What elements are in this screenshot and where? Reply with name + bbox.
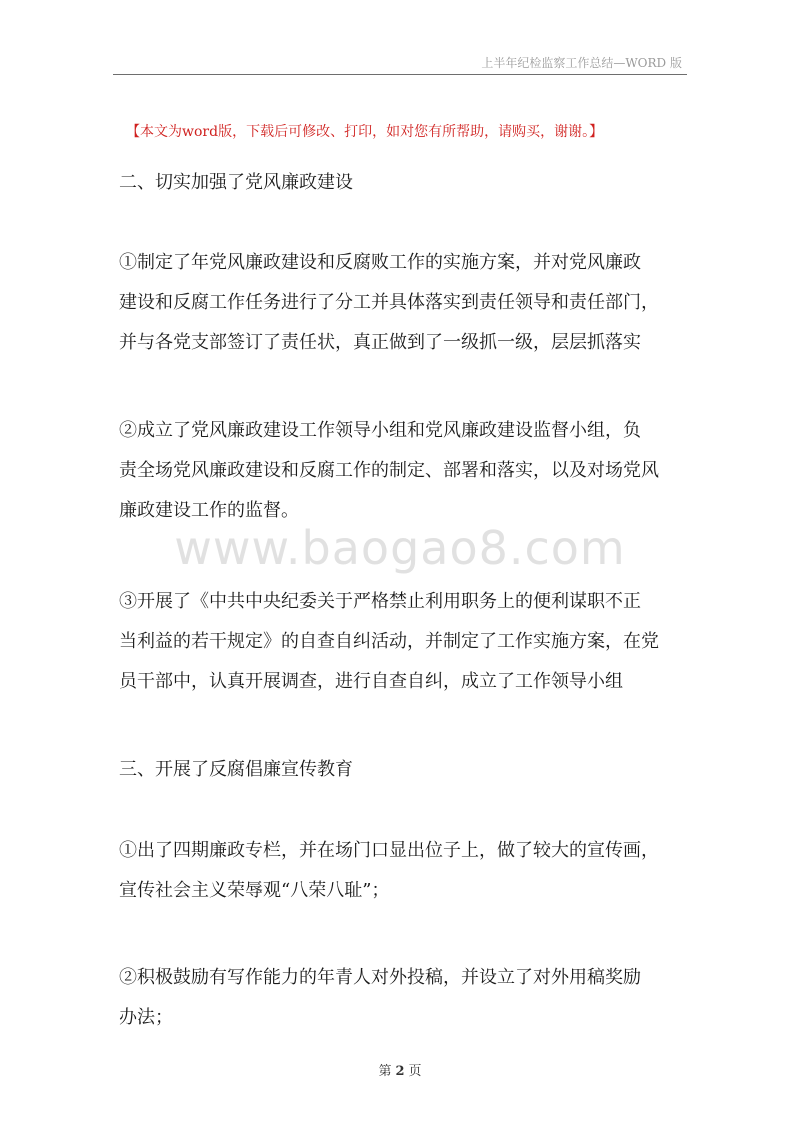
- paragraph-s2-2: [119, 411, 689, 531]
- paragraph-s3-1: [119, 831, 689, 911]
- paragraph-line: 员干部中，认真开展调查，进行自查自纠，成立了工作领导小组: [119, 671, 623, 692]
- running-header: 上半年纪检监察工作总结—WORD 版: [481, 56, 682, 70]
- paragraph-line: ①制定了年党风廉政建设和反腐败工作的实施方案，并对党风廉政: [119, 252, 641, 273]
- paragraph-s2-1: [119, 243, 689, 363]
- paragraph-line: 廉政建设工作的监督。: [119, 500, 299, 521]
- paragraph-line: ③开展了《中共中央纪委关于严格禁止利用职务上的便利谋职不正: [119, 591, 641, 612]
- paragraph-line: ②成立了党风廉政建设工作领导小组和党风廉政建设监督小组，负: [119, 420, 641, 441]
- page-footer: [0, 1060, 800, 1079]
- paragraph-line: ②积极鼓励有写作能力的年青人对外投稿，并设立了对外用稿奖励: [119, 967, 641, 988]
- paragraph-line: 宣传社会主义荣辱观“八荣八耻”；: [119, 880, 390, 901]
- paragraph-line: 办法；: [119, 1007, 173, 1028]
- paragraph-s3-2: [119, 958, 689, 1038]
- page-number: 2: [395, 1064, 405, 1079]
- section-heading-3: 三、开展了反腐倡廉宣传教育: [119, 759, 353, 780]
- page-prefix: 第: [378, 1064, 392, 1079]
- paragraph-line: 建设和反腐工作任务进行了分工并具体落实到责任领导和责任部门，: [119, 292, 659, 313]
- purchase-notice: 【本文为word版，下载后可修改、打印，如对您有所帮助，请购买，谢谢。】: [126, 124, 604, 140]
- paragraph-line: ①出了四期廉政专栏，并在场门口显出位子上，做了较大的宣传画，: [119, 840, 659, 861]
- paragraph-line: 责全场党风廉政建设和反腐工作的制定、部署和落实，以及对场党风: [119, 460, 659, 481]
- page-suffix: 页: [408, 1064, 422, 1079]
- paragraph-line: 当利益的若干规定》的自查自纠活动，并制定了工作实施方案，在党: [119, 631, 659, 652]
- watermark: www.baogao8.com: [174, 521, 626, 575]
- paragraph-s2-3: [119, 582, 689, 702]
- paragraph-line: 并与各党支部签订了责任状，真正做到了一级抓一级，层层抓落实: [119, 332, 641, 353]
- header-divider: [113, 74, 687, 75]
- section-heading-2: 二、切实加强了党风廉政建设: [119, 172, 353, 193]
